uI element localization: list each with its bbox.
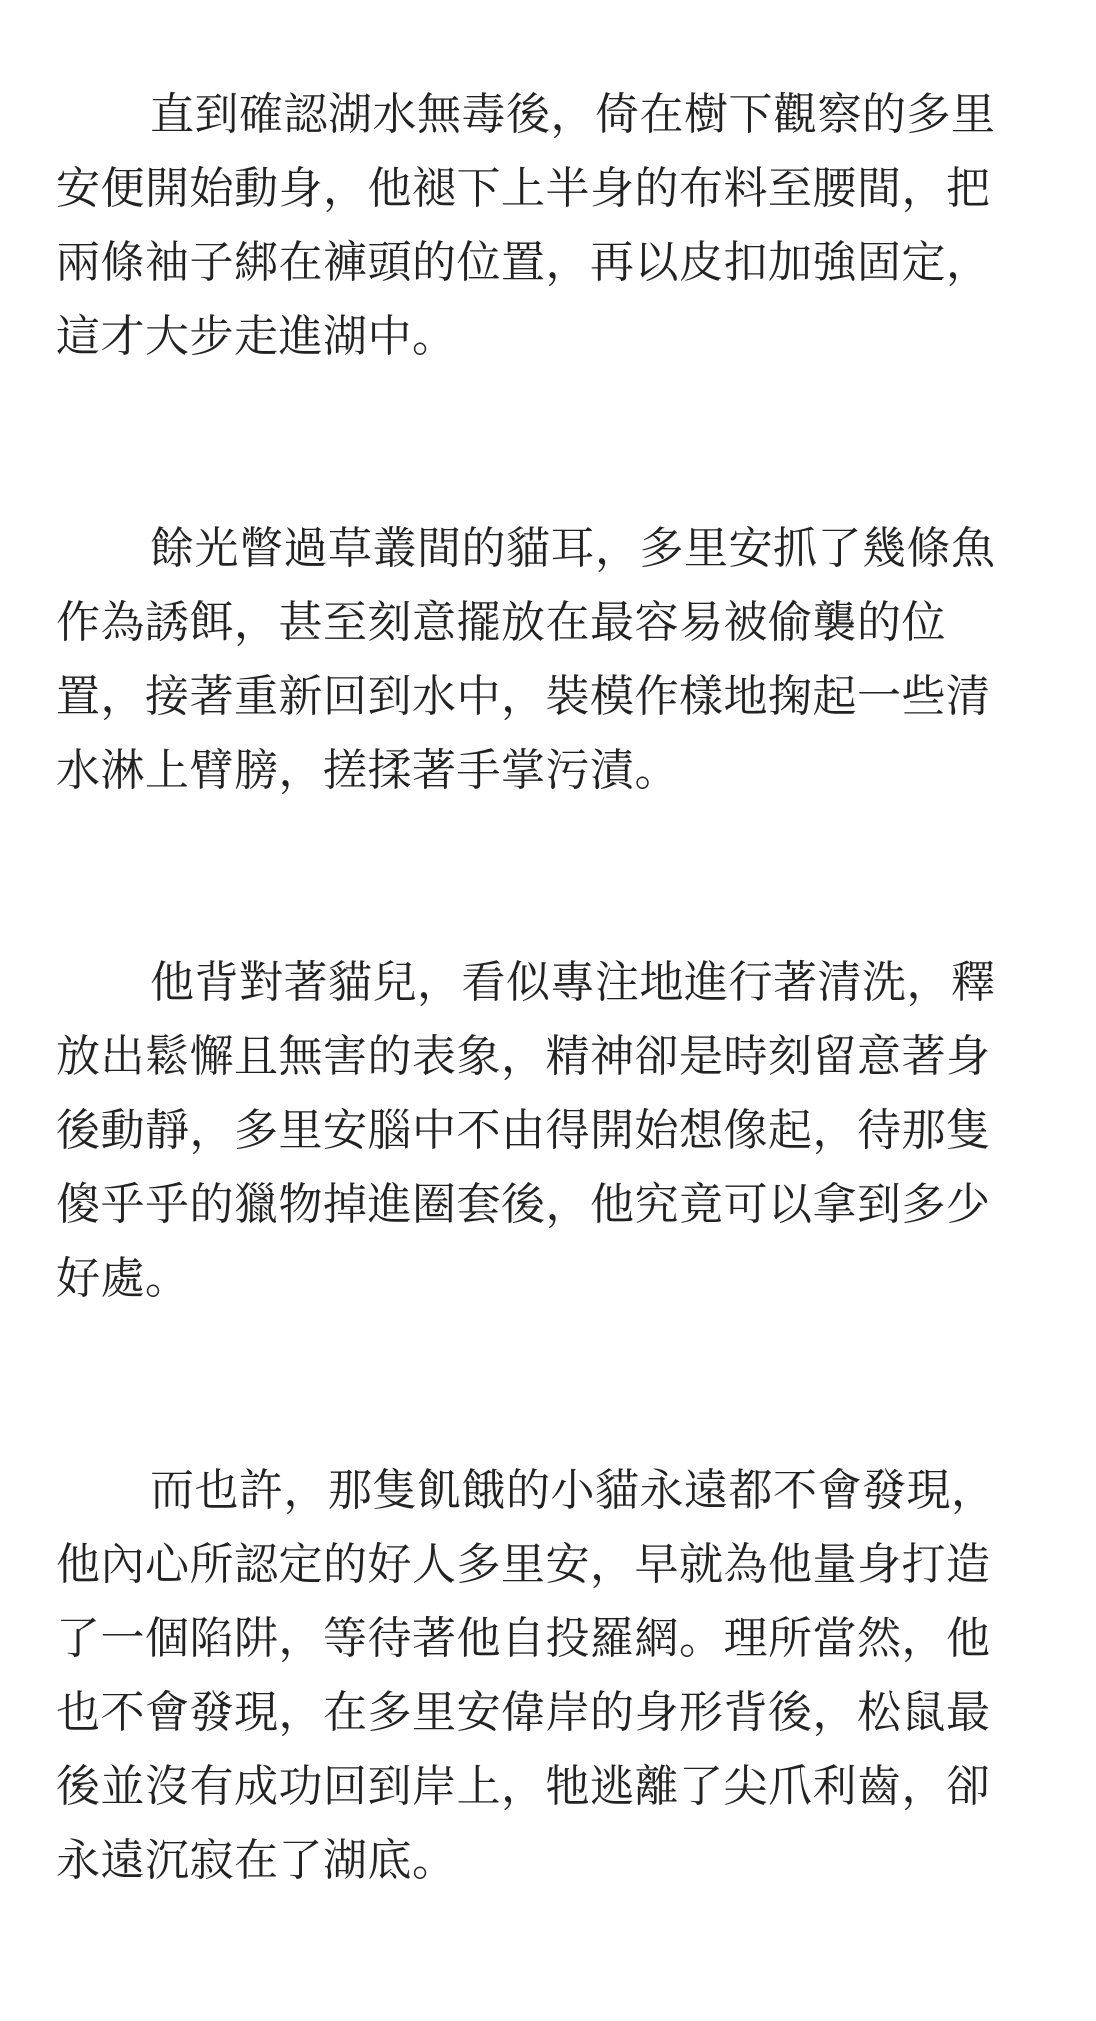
paragraph-2: 餘光瞥過草叢間的貓耳，多里安抓了幾條魚作為誘餌，甚至刻意擺放在最容易被偷襲的位置，接著重新回到水中，裝模作樣地掬起一些清水淋上臂膀，搓揉著手掌污漬。	[56, 523, 996, 796]
paragraph-1: 直到確認湖水無毒後，倚在樹下觀察的多里安便開始動身，他褪下上半身的布料至腰間，把兩條袖子綁在褲頭的位置，再以皮扣加強固定，這才大步走進湖中。	[56, 89, 996, 362]
paragraph-4: 而也許，那隻飢餓的小貓永遠都不會發現，他內心所認定的好人多里安，早就為他量身打造了一個陷阱，等待著他自投羅網。理所當然，他也不會發現，在多里安偉岸的身形背後，松鼠最後並沒有成功回到岸上，牠逃離了尖爪利齒，卻永遠沉寂在了湖底。	[56, 1465, 996, 1886]
paragraph-3: 他背對著貓兒，看似專注地進行著清洗，釋放出鬆懈且無害的表象，精神卻是時刻留意著身後動靜，多里安腦中不由得開始想像起，待那隻傻乎乎的獵物掉進圈套後，他究竟可以拿到多少好處。	[56, 957, 996, 1304]
